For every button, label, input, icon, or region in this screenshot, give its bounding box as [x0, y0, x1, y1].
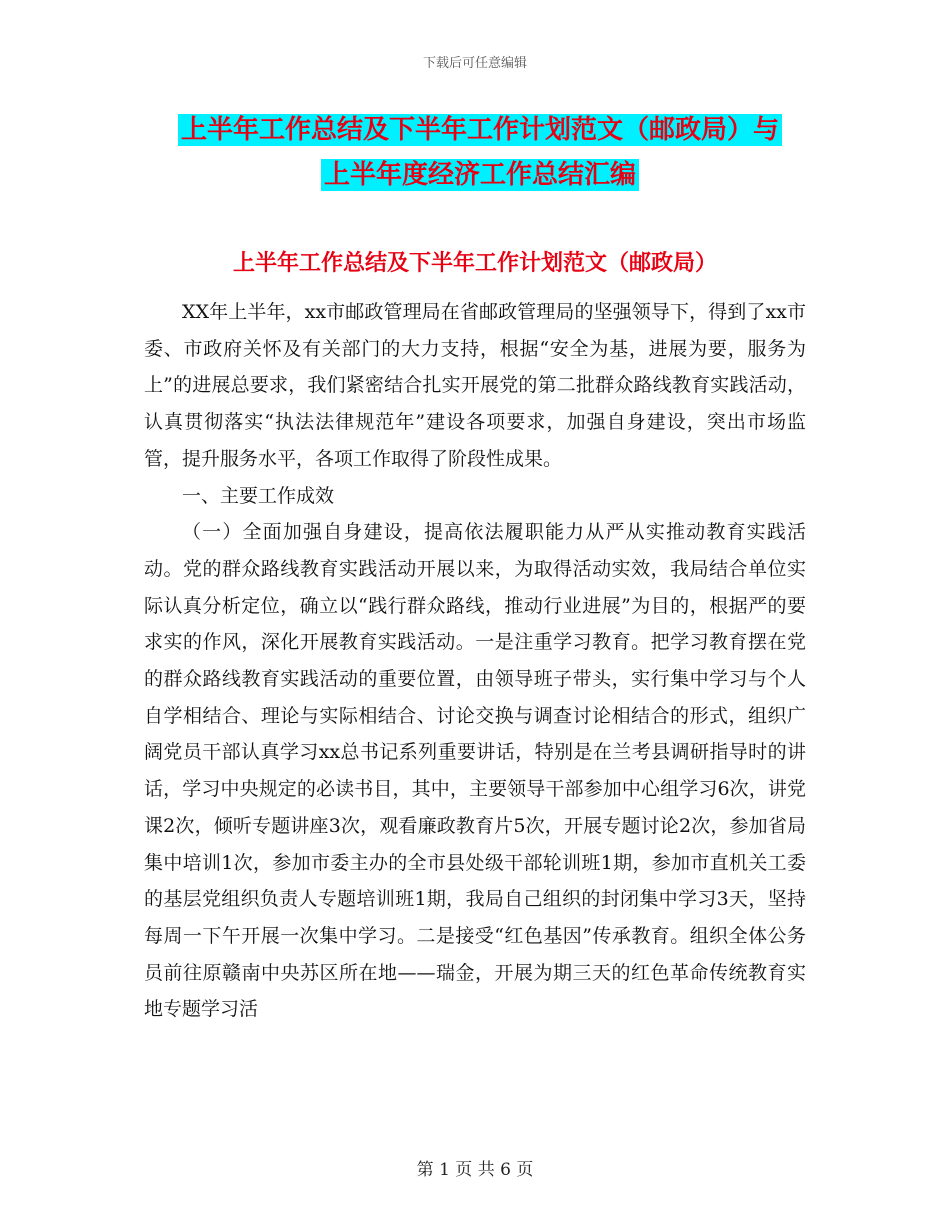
main-title-line-2: 上半年度经济工作总结汇编: [321, 159, 639, 191]
body-paragraph: （一）全面加强自身建设，提高依法履职能力从严从实推动教育实践活动。党的群众路线教育实践活动开展以来，为取得活动实效，我局结合单位实际认真分析定位，确立以“践行群众路线，推动行业进展”为目的，根据严的要求实的作风，深化开展教育实践活动。一是注重学习教育。把学习教育摆在党的群众路线教育实践活动的重要位置，由领导班子带头，实行集中学习与个人自学相结合、理论与实际相结合、讨论交换与调查讨论相结合的形式，组织广阔党员干部认真学习xx总书记系列重要讲话，特别是在兰考县调研指导时的讲话，学习中央规定的必读书目，其中，主要领导干部参加中心组学习6次，讲党课2次，倾听专题讲座3次，观看廉政教育片5次，开展专题讨论2次，参加省局集中培训1次，参加市委主办的全市县处级干部轮训班1期，参加市直机关工委的基层党组织负责人专题培训班1期，我局自己组织的封闭集中学习3天，坚持每周一下午开展一次集中学习。二是接受“红色基因”传承教育。组织全体公务员前往原赣南中央苏区所在地——瑞金，开展为期三天的红色革命传统教育实地专题学习活: [144, 521, 806, 1021]
header-note: 下载后可任意编辑: [422, 56, 527, 71]
section-heading: 一、主要工作成效: [182, 484, 335, 507]
page-footer: 第 1 页 共 6 页: [416, 1160, 534, 1180]
main-title: [140, 108, 820, 198]
main-title-line-1: 上半年工作总结及下半年工作计划范文（邮政局）与: [178, 114, 782, 146]
section-subtitle: 上半年工作总结及下半年工作计划范文（邮政局）: [232, 251, 717, 276]
body-text: [144, 294, 806, 1028]
intro-paragraph: XX年上半年，xx市邮政管理局在省邮政管理局的坚强领导下，得到了xx市委、市政府关怀及有关部门的大力支持，根据“安全为基，进展为要，服务为上”的进展总要求，我们紧密结合扎实开展党的第二批群众路线教育实践活动，认真贯彻落实“执法法律规范年”建设各项要求，加强自身建设，突出市场监管，提升服务水平，各项工作取得了阶段性成果。: [144, 301, 806, 470]
